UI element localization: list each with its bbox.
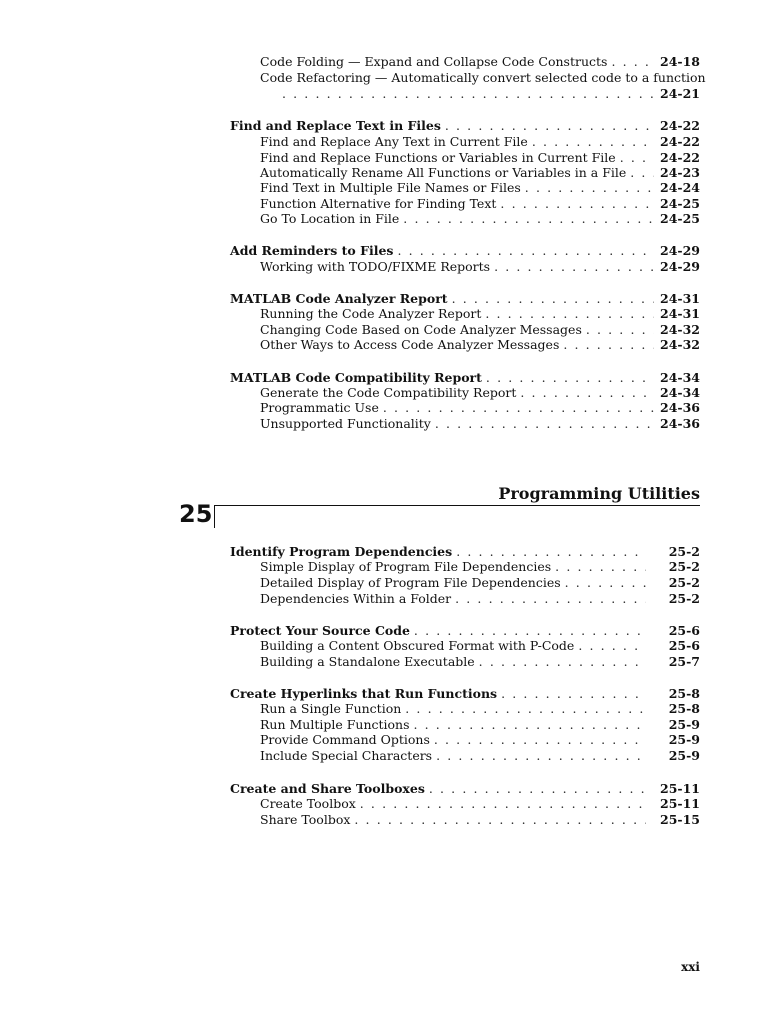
toc-entry-page: 24-36 xyxy=(660,400,700,415)
toc-section-analyzer[interactable] xyxy=(230,291,700,307)
dot-leader xyxy=(485,306,654,321)
toc-entry-page: 24-18 xyxy=(660,54,700,69)
toc-entry-page: 25-2 xyxy=(668,575,700,590)
toc-entry-title: Running the Code Analyzer Report xyxy=(260,306,482,321)
toc-entry-title: Automatically Rename All Functions or Variables in a File xyxy=(260,165,627,180)
dot-leader xyxy=(611,54,654,69)
toc-entry[interactable] xyxy=(260,796,700,812)
toc-entry[interactable] xyxy=(260,150,700,166)
toc-entry-title: Changing Code Based on Code Analyzer Messages xyxy=(260,322,582,337)
chapter-divider xyxy=(214,505,700,506)
toc-entry[interactable] xyxy=(260,575,700,591)
toc-section-hyperlinks[interactable] xyxy=(230,686,700,702)
toc-entry[interactable] xyxy=(260,748,700,764)
toc-entry-title: Run a Single Function xyxy=(260,701,402,716)
toc-entry-page: 25-6 xyxy=(668,638,700,653)
toc-entry[interactable] xyxy=(260,717,700,733)
dot-leader xyxy=(354,812,646,827)
toc-entry-title: Programmatic Use xyxy=(260,400,379,415)
toc-section-title: Protect Your Source Code xyxy=(230,623,410,638)
chapter-title: Programming Utilities xyxy=(498,484,700,503)
toc-entry-title: Building a Content Obscured Format with P-Code xyxy=(260,638,575,653)
dot-leader xyxy=(452,291,654,306)
toc-entry-page: 25-2 xyxy=(668,591,700,606)
toc-section-page: 24-34 xyxy=(660,370,700,385)
toc-entry-page: 24-34 xyxy=(660,385,700,400)
toc-entry-page: 25-7 xyxy=(668,654,700,669)
toc-section-protect[interactable] xyxy=(230,623,700,639)
toc-section-reminders[interactable] xyxy=(230,243,700,259)
toc-entry[interactable] xyxy=(260,591,700,607)
dot-leader xyxy=(486,370,654,385)
toc-entry-page: 25-9 xyxy=(668,732,700,747)
toc-section-title: MATLAB Code Compatibility Report xyxy=(230,370,482,385)
toc-entry-title: Find and Replace Any Text in Current File xyxy=(260,134,528,149)
toc-entry[interactable] xyxy=(260,812,700,828)
dot-leader xyxy=(435,416,654,431)
dot-leader xyxy=(494,259,654,274)
toc-entry-page: 24-24 xyxy=(660,180,700,195)
toc-entry-page: 24-36 xyxy=(660,416,700,431)
dot-leader xyxy=(414,717,646,732)
toc-entry-title: Dependencies Within a Folder xyxy=(260,591,452,606)
toc-entry-title: Code Folding — Expand and Collapse Code Constructs xyxy=(260,54,608,69)
toc-entry[interactable] xyxy=(260,165,700,181)
toc-entry[interactable] xyxy=(260,180,700,196)
dot-leader xyxy=(360,796,646,811)
toc-entry-title: Working with TODO/FIXME Reports xyxy=(260,259,491,274)
toc-entry[interactable] xyxy=(260,559,700,575)
toc-entry[interactable] xyxy=(260,638,700,654)
toc-entry-page: 25-8 xyxy=(668,701,700,716)
toc-section-page: 24-29 xyxy=(660,243,700,258)
toc-entry-title: Simple Display of Program File Dependencies xyxy=(260,559,552,574)
toc-section-title: MATLAB Code Analyzer Report xyxy=(230,291,448,306)
dot-leader xyxy=(429,781,646,796)
toc-entry-page: 25-15 xyxy=(660,812,700,827)
toc-section-title: Find and Replace Text in Files xyxy=(230,118,441,133)
toc-entry[interactable] xyxy=(260,701,700,717)
toc-section-compatibility[interactable] xyxy=(230,370,700,386)
dot-leader xyxy=(630,165,654,180)
toc-entry-code-refactoring-page-line[interactable] xyxy=(282,86,700,102)
toc-entry[interactable] xyxy=(260,306,700,322)
toc-entry-page: 24-22 xyxy=(660,134,700,149)
toc-entry-page: 24-31 xyxy=(660,306,700,321)
toc-entry-page: 24-32 xyxy=(660,322,700,337)
dot-leader xyxy=(555,559,646,574)
toc-entry-title: Run Multiple Functions xyxy=(260,717,410,732)
toc-entry-page: 24-21 xyxy=(660,86,700,101)
toc-entry-page: 25-2 xyxy=(668,559,700,574)
dot-leader xyxy=(445,118,654,133)
dot-leader xyxy=(578,638,646,653)
toc-section-toolboxes[interactable] xyxy=(230,781,700,797)
dot-leader xyxy=(500,196,654,211)
toc-entry[interactable] xyxy=(260,134,700,150)
toc-entry-title: Detailed Display of Program File Dependencies xyxy=(260,575,561,590)
toc-section-page: 25-11 xyxy=(660,781,700,796)
toc-section-title: Add Reminders to Files xyxy=(230,243,394,258)
toc-section-title: Create Hyperlinks that Run Functions xyxy=(230,686,498,701)
toc-entry-page: 24-23 xyxy=(660,165,700,180)
toc-entry-page: 24-29 xyxy=(660,259,700,274)
chapter-divider-tick xyxy=(214,505,215,528)
toc-section-find-replace[interactable] xyxy=(230,118,700,134)
toc-entry-title: Include Special Characters xyxy=(260,748,433,763)
toc-entry[interactable] xyxy=(260,400,700,416)
toc-entry[interactable] xyxy=(260,259,700,275)
toc-section-page: 25-6 xyxy=(668,623,700,638)
dot-leader xyxy=(565,575,646,590)
chapter-number: 25 xyxy=(179,500,213,528)
dot-leader xyxy=(620,150,654,165)
toc-entry[interactable] xyxy=(260,732,700,748)
toc-entry-title: Generate the Code Compatibility Report xyxy=(260,385,517,400)
dot-leader xyxy=(405,701,646,716)
toc-entry-code-refactoring-title[interactable]: Code Refactoring — Automatically convert selected code to a function xyxy=(260,70,706,85)
dot-leader xyxy=(479,654,646,669)
dot-leader xyxy=(586,322,654,337)
toc-entry-page: 25-11 xyxy=(660,796,700,811)
toc-section-title: Create and Share Toolboxes xyxy=(230,781,425,796)
dot-leader xyxy=(563,337,654,352)
dot-leader xyxy=(436,748,646,763)
toc-entry[interactable] xyxy=(260,196,700,212)
dot-leader xyxy=(501,686,646,701)
dot-leader xyxy=(414,623,646,638)
toc-entry[interactable] xyxy=(260,654,700,670)
toc-entry-title: Unsupported Functionality xyxy=(260,416,431,431)
toc-section-page: 25-2 xyxy=(668,544,700,559)
toc-entry-title: Find and Replace Functions or Variables in Current File xyxy=(260,150,616,165)
toc-entry-page: 24-25 xyxy=(660,196,700,211)
toc-section-dependencies[interactable] xyxy=(230,544,700,560)
toc-entry-title: Go To Location in File xyxy=(260,211,400,226)
toc-entry[interactable] xyxy=(260,322,700,338)
page-number: xxi xyxy=(681,960,700,974)
toc-entry-title: Provide Command Options xyxy=(260,732,430,747)
dot-leader xyxy=(282,86,654,101)
toc-entry-code-folding[interactable] xyxy=(260,54,700,70)
toc-section-title: Identify Program Dependencies xyxy=(230,544,453,559)
dot-leader xyxy=(456,544,646,559)
dot-leader xyxy=(520,385,654,400)
dot-leader xyxy=(383,400,654,415)
dot-leader xyxy=(434,732,646,747)
dot-leader xyxy=(532,134,654,149)
dot-leader xyxy=(455,591,646,606)
toc-entry-title: Function Alternative for Finding Text xyxy=(260,196,497,211)
dot-leader xyxy=(525,180,654,195)
toc-entry-title: Other Ways to Access Code Analyzer Messages xyxy=(260,337,560,352)
toc-section-page: 25-8 xyxy=(668,686,700,701)
toc-section-page: 24-31 xyxy=(660,291,700,306)
toc-entry-title: Building a Standalone Executable xyxy=(260,654,475,669)
toc-entry-title: Create Toolbox xyxy=(260,796,356,811)
toc-entry-title: Find Text in Multiple File Names or Files xyxy=(260,180,521,195)
toc-entry[interactable] xyxy=(260,416,700,432)
toc-entry-page: 24-25 xyxy=(660,211,700,226)
toc-entry-title: Share Toolbox xyxy=(260,812,351,827)
toc-entry-page: 25-9 xyxy=(668,748,700,763)
toc-entry-page: 24-22 xyxy=(660,150,700,165)
toc-entry-page: 24-32 xyxy=(660,337,700,352)
dot-leader xyxy=(403,211,654,226)
toc-entry-page: 25-9 xyxy=(668,717,700,732)
toc-entry[interactable] xyxy=(260,385,700,401)
toc-section-page: 24-22 xyxy=(660,118,700,133)
toc-entry[interactable] xyxy=(260,211,700,227)
dot-leader xyxy=(397,243,654,258)
toc-entry[interactable] xyxy=(260,337,700,353)
